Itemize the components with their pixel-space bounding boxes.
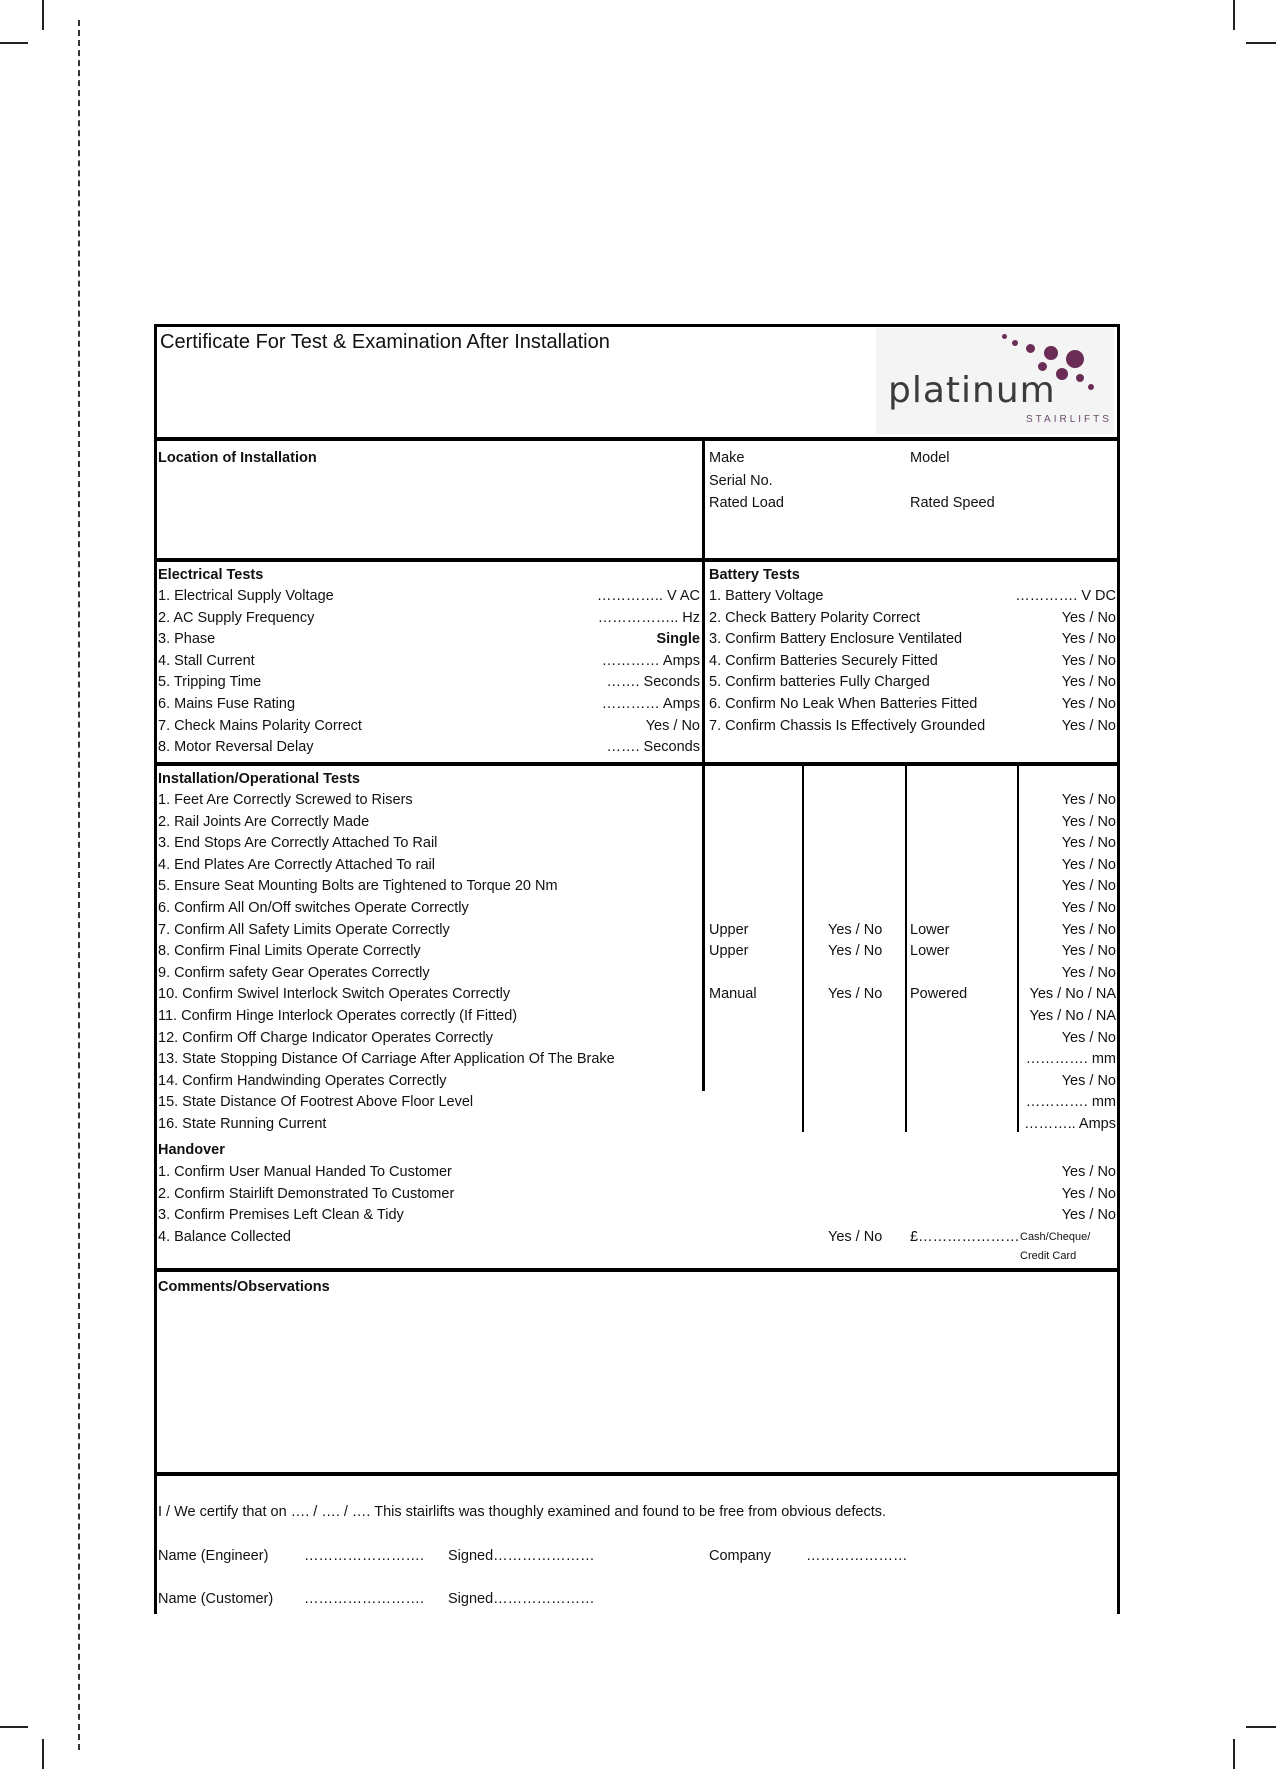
- customer-signed-field[interactable]: Signed…………………: [448, 1591, 595, 1607]
- divider: [154, 558, 1120, 562]
- battery-test-value[interactable]: …………. V DC: [1015, 588, 1116, 604]
- installation-test-value[interactable]: Yes / No: [1061, 1072, 1116, 1089]
- battery-heading: Battery Tests: [709, 567, 800, 583]
- electrical-test-value: Single: [656, 631, 700, 648]
- installation-test-label: 15. State Distance Of Footrest Above Floor Level: [158, 1094, 474, 1111]
- battery-test-label: 4. Confirm Batteries Securely Fitted: [709, 652, 938, 669]
- electrical-test-label: 1. Electrical Supply Voltage: [158, 588, 334, 604]
- model-label: Model: [910, 450, 950, 466]
- payment-method-line1: Cash/Cheque/: [1020, 1231, 1091, 1243]
- customer-name-label: Name (Customer): [158, 1591, 274, 1607]
- battery-test-label: 5. Confirm batteries Fully Charged: [709, 674, 930, 691]
- electrical-test-value[interactable]: ……. Seconds: [606, 674, 700, 691]
- crop-mark: [0, 42, 28, 44]
- frame-top: [154, 324, 1120, 327]
- limit-position-label: Manual: [709, 986, 757, 1003]
- installation-test-value[interactable]: …………. mm: [1025, 1051, 1116, 1068]
- electrical-test-label: 8. Motor Reversal Delay: [158, 739, 314, 756]
- installation-test-label: 13. State Stopping Distance Of Carriage After Application Of The Brake: [158, 1051, 615, 1068]
- installation-test-label: 8. Confirm Final Limits Operate Correctly: [158, 943, 421, 960]
- logo-wordmark: platinum: [888, 370, 1056, 411]
- frame-right: [1117, 324, 1120, 1614]
- limit-position-label: Upper: [709, 921, 749, 938]
- handover-item-value[interactable]: Yes / No: [1061, 1207, 1116, 1224]
- installation-test-value[interactable]: ……….. Amps: [1024, 1116, 1116, 1132]
- installation-test-label: 12. Confirm Off Charge Indicator Operates Correctly: [158, 1029, 493, 1046]
- electrical-test-label: 6. Mains Fuse Rating: [158, 696, 296, 712]
- serial-label: Serial No.: [709, 473, 773, 489]
- battery-test-value[interactable]: Yes / No: [1061, 631, 1116, 648]
- electrical-test-label: 5. Tripping Time: [158, 674, 262, 691]
- battery-test-label: 2. Check Battery Polarity Correct: [709, 609, 921, 626]
- company-field[interactable]: …………………: [806, 1548, 908, 1564]
- battery-test-value[interactable]: Yes / No: [1061, 674, 1116, 691]
- installation-test-value[interactable]: Yes / No: [1061, 878, 1116, 895]
- make-label: Make: [709, 450, 745, 466]
- crop-mark: [1246, 42, 1276, 44]
- battery-test-label: 7. Confirm Chassis Is Effectively Grounded: [709, 717, 986, 734]
- electrical-test-label: 7. Check Mains Polarity Correct: [158, 717, 362, 734]
- engineer-name-field[interactable]: …………………….: [304, 1548, 425, 1564]
- installation-test-label: 9. Confirm safety Gear Operates Correctly: [158, 964, 430, 981]
- crop-mark: [42, 1739, 44, 1769]
- divider: [154, 437, 1120, 441]
- installation-test-value[interactable]: …………. mm: [1025, 1094, 1116, 1111]
- installation-test-label: 3. End Stops Are Correctly Attached To Rail: [158, 835, 438, 852]
- installation-test-value[interactable]: Yes / No: [1061, 943, 1116, 960]
- installation-test-label: 1. Feet Are Correctly Screwed to Risers: [158, 792, 413, 808]
- electrical-test-value[interactable]: Yes / No: [645, 717, 700, 734]
- installation-test-label: 7. Confirm All Safety Limits Operate Correctly: [158, 921, 450, 938]
- electrical-test-label: 4. Stall Current: [158, 652, 255, 669]
- installation-test-label: 6. Confirm All On/Off switches Operate Correctly: [158, 900, 469, 916]
- installation-test-value[interactable]: Yes / No / NA: [1029, 1008, 1116, 1024]
- battery-test-value[interactable]: Yes / No: [1061, 717, 1116, 734]
- limit-yes-no[interactable]: Yes / No: [828, 943, 883, 960]
- rated-load-label: Rated Load: [709, 495, 784, 511]
- battery-test-label: 3. Confirm Battery Enclosure Ventilated: [709, 631, 963, 648]
- limit-position-label: Lower: [910, 921, 950, 938]
- certificate-form: [154, 324, 1120, 1614]
- battery-test-label: 1. Battery Voltage: [709, 588, 824, 604]
- installation-test-label: 5. Ensure Seat Mounting Bolts are Tightened to Torque 20 Nm: [158, 878, 558, 895]
- installation-test-label: 16. State Running Current: [158, 1116, 327, 1132]
- electrical-test-value[interactable]: ………… Amps: [601, 652, 700, 669]
- installation-test-label: 10. Confirm Swivel Interlock Switch Operates Correctly: [158, 986, 511, 1003]
- installation-test-value[interactable]: Yes / No: [1061, 835, 1116, 852]
- installation-test-value[interactable]: Yes / No: [1061, 1029, 1116, 1046]
- limit-position-label: Lower: [910, 943, 950, 960]
- installation-test-value[interactable]: Yes / No / NA: [1029, 986, 1116, 1003]
- engineer-name-label: Name (Engineer): [158, 1548, 269, 1564]
- electrical-test-value[interactable]: …………….. Hz: [597, 609, 700, 626]
- handover-heading: Handover: [158, 1142, 225, 1158]
- perforation-line: [78, 20, 80, 1750]
- engineer-signed-field[interactable]: Signed…………………: [448, 1548, 595, 1564]
- certify-statement: I / We certify that on …. / …. / …. This stairlifts was thoughly examined and found to be free from obvious defects.: [158, 1504, 887, 1520]
- logo-dot-icon: [1076, 374, 1084, 382]
- battery-test-value[interactable]: Yes / No: [1061, 652, 1116, 669]
- installation-test-value[interactable]: Yes / No: [1061, 856, 1116, 873]
- electrical-test-label: 3. Phase: [158, 631, 216, 648]
- installation-test-value[interactable]: Yes / No: [1061, 900, 1116, 916]
- column-divider: [1017, 765, 1019, 1132]
- limit-yes-no[interactable]: Yes / No: [828, 921, 883, 938]
- comments-heading: Comments/Observations: [158, 1279, 330, 1295]
- installation-test-label: 2. Rail Joints Are Correctly Made: [158, 813, 370, 830]
- logo-dot-icon: [1044, 346, 1058, 360]
- handover-item-label: 3. Confirm Premises Left Clean & Tidy: [158, 1207, 404, 1224]
- company-label: Company: [709, 1548, 772, 1564]
- crop-mark: [1233, 1739, 1235, 1769]
- frame-left: [154, 324, 157, 1614]
- installation-test-value[interactable]: Yes / No: [1061, 964, 1116, 981]
- handover-item-value[interactable]: Yes / No: [1061, 1185, 1116, 1202]
- crop-mark: [0, 1726, 28, 1728]
- limit-yes-no[interactable]: Yes / No: [828, 986, 883, 1003]
- battery-test-value[interactable]: Yes / No: [1061, 609, 1116, 626]
- logo-dot-icon: [1012, 340, 1018, 346]
- electrical-test-value[interactable]: ………….. V AC: [596, 588, 700, 604]
- crop-mark: [1233, 0, 1235, 30]
- electrical-test-value[interactable]: ……. Seconds: [606, 739, 700, 756]
- battery-test-label: 6. Confirm No Leak When Batteries Fitted: [709, 696, 978, 712]
- installation-test-label: 4. End Plates Are Correctly Attached To rail: [158, 856, 435, 873]
- installation-test-value[interactable]: Yes / No: [1061, 792, 1116, 808]
- customer-name-field[interactable]: …………………….: [304, 1591, 425, 1607]
- installation-test-label: 11. Confirm Hinge Interlock Operates correctly (If Fitted): [158, 1008, 518, 1024]
- logo-dot-icon: [1026, 344, 1035, 353]
- handover-item-label: 1. Confirm User Manual Handed To Customer: [158, 1164, 452, 1180]
- page-title: Certificate For Test & Examination After Installation: [160, 331, 610, 353]
- electrical-test-label: 2. AC Supply Frequency: [158, 609, 315, 626]
- logo-dot-icon: [1002, 334, 1007, 339]
- divider: [154, 762, 1120, 766]
- limit-position-label: Powered: [910, 986, 968, 1003]
- divider: [154, 1472, 1120, 1476]
- installation-test-value[interactable]: Yes / No: [1061, 813, 1116, 830]
- balance-yes-no[interactable]: Yes / No: [828, 1229, 883, 1245]
- crop-mark: [42, 0, 44, 30]
- balance-label: 4. Balance Collected: [158, 1229, 291, 1245]
- balance-amount[interactable]: £…………………: [910, 1229, 1020, 1245]
- logo-subtitle: STAIRLIFTS: [1026, 414, 1112, 425]
- electrical-test-value[interactable]: ………… Amps: [601, 696, 700, 712]
- handover-item-label: 2. Confirm Stairlift Demonstrated To Customer: [158, 1185, 455, 1202]
- battery-test-value[interactable]: Yes / No: [1061, 696, 1116, 712]
- logo-dot-icon: [1088, 384, 1094, 390]
- column-divider: [905, 765, 907, 1132]
- location-label: Location of Installation: [158, 450, 317, 466]
- limit-position-label: Upper: [709, 943, 749, 960]
- divider: [154, 1268, 1120, 1272]
- handover-item-value[interactable]: Yes / No: [1061, 1164, 1116, 1180]
- logo-dot-icon: [1066, 350, 1084, 368]
- logo-dot-icon: [1056, 368, 1068, 380]
- rated-speed-label: Rated Speed: [910, 495, 995, 511]
- payment-method-line2: Credit Card: [1020, 1250, 1077, 1262]
- electrical-heading: Electrical Tests: [158, 567, 264, 583]
- column-divider: [802, 765, 804, 1132]
- crop-mark: [1246, 1726, 1276, 1728]
- installation-test-value[interactable]: Yes / No: [1061, 921, 1116, 938]
- company-logo: [876, 328, 1114, 434]
- installation-heading: Installation/Operational Tests: [158, 771, 360, 787]
- installation-test-label: 14. Confirm Handwinding Operates Correctly: [158, 1072, 447, 1089]
